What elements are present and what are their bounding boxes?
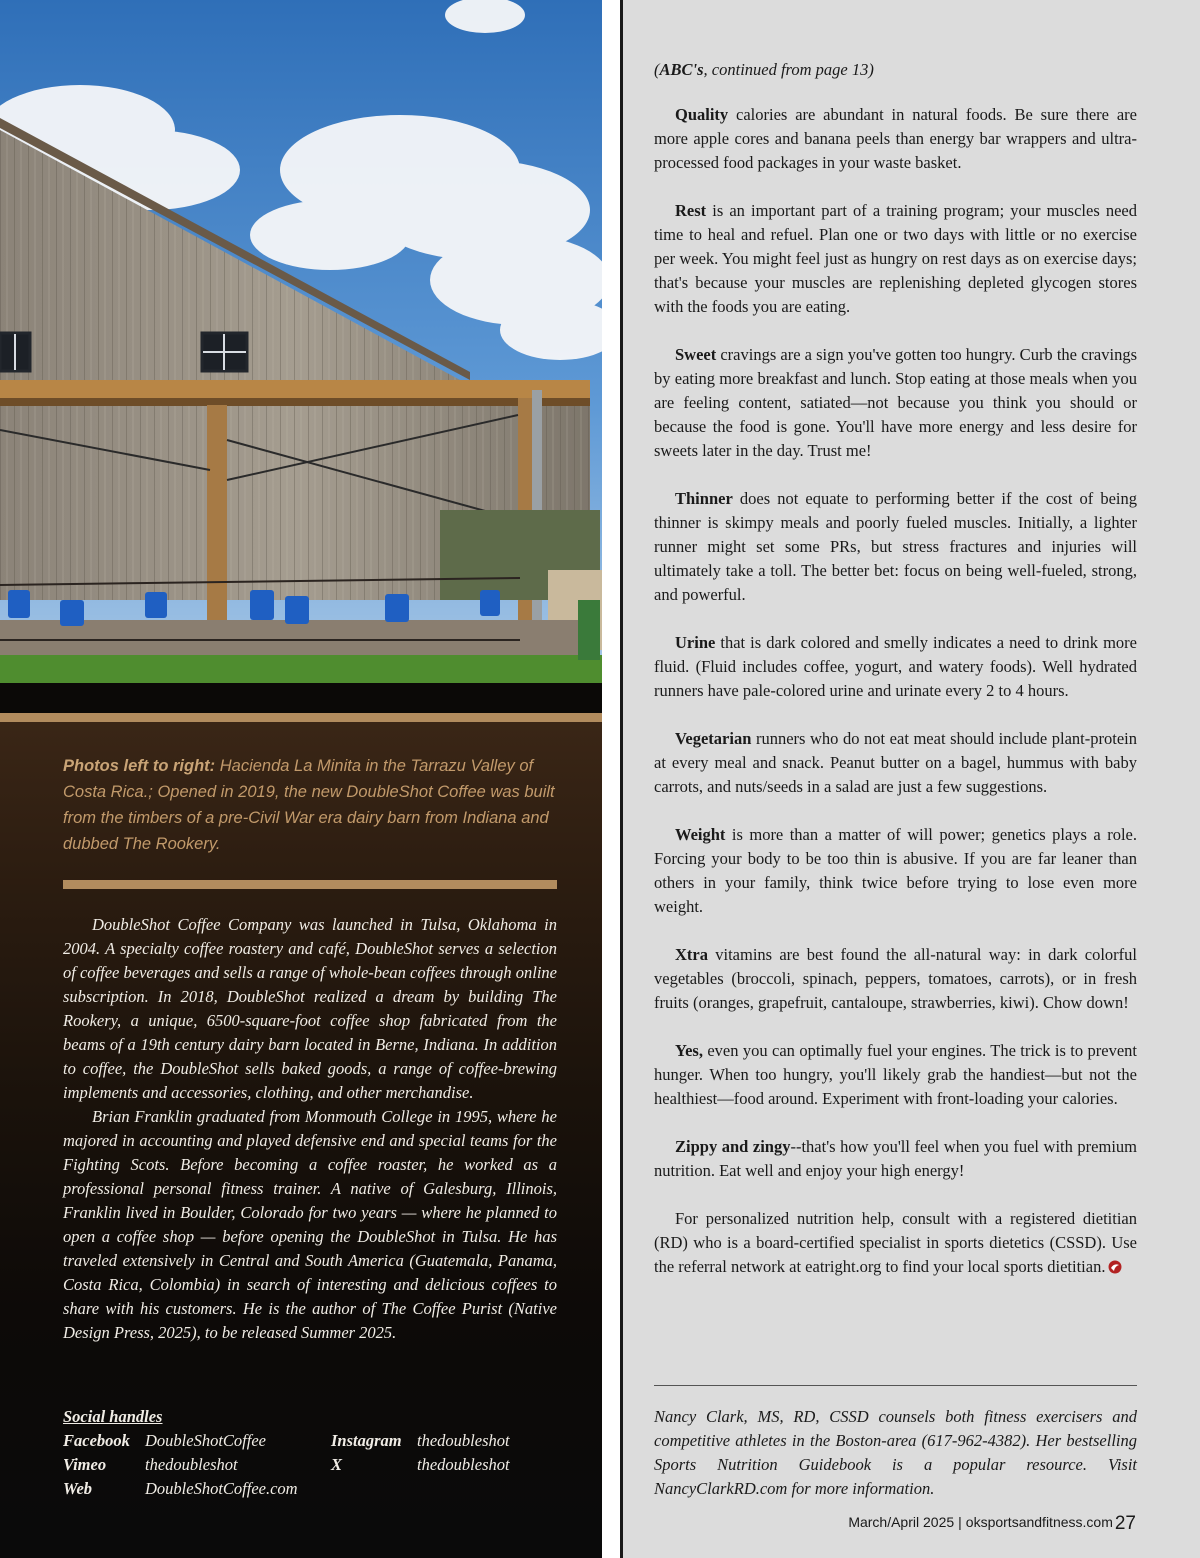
abc-term: Thinner bbox=[675, 489, 733, 508]
abc-text: calories are abundant in natural foods. Be sure there are more apple cores and banana peels than energy bar wrappers and ultra-processed food packages in your waste basket. bbox=[654, 105, 1137, 172]
abc-item bbox=[654, 1039, 1137, 1111]
abc-article bbox=[654, 103, 1137, 1303]
abc-term: Weight bbox=[675, 825, 726, 844]
continued-abc: ABC's bbox=[659, 60, 704, 79]
abc-item bbox=[654, 103, 1137, 175]
issue-date: March/April 2025 bbox=[848, 1514, 955, 1530]
abc-text: is more than a matter of will power; genetics plays a role. Forcing your body to be too thin is abusive. If you are far leaner than others in your family, think twice before trying to lose even more weight. bbox=[654, 825, 1137, 916]
facebook-label: Facebook bbox=[63, 1431, 130, 1450]
abc-term: Zippy and zingy bbox=[675, 1137, 791, 1156]
abc-item bbox=[654, 727, 1137, 799]
abc-item bbox=[654, 1135, 1137, 1183]
accent-band-top bbox=[0, 713, 602, 722]
site-url: oksportsandfitness.com bbox=[965, 1514, 1113, 1530]
author-bio: Nancy Clark, MS, RD, CSSD counsels both fitness exercisers and competitive athletes in the Boston-area (617-962-4382). Her bestselling Sports Nutrition Guidebook is a popular resource. Visit NancyClarkRD.com for more information. bbox=[654, 1407, 1137, 1498]
bio-paragraph: Brian Franklin graduated from Monmouth College in 1995, where he majored in accounting and played defensive end and special teams for the Fighting Scots. Before becoming a coffee roaster, he worked as a professional personal fitness trainer. A native of Galesburg, Illinois, Franklin lived in Boulder, Colorado for two years — where he planned to open a coffee shop — before opening the DoubleShot in Tulsa. He has traveled extensively in Central and South America (Guatemala, Panama, Costa Rica, Colombia) in search of interesting and delicious coffees to share with his customers. He is the author of The Coffee Purist (Native Design Press, 2025), to be released Summer 2025. bbox=[63, 1107, 557, 1342]
abc-item bbox=[654, 823, 1137, 919]
grass bbox=[0, 655, 602, 683]
abc-text: even you can optimally fuel your engines. The trick is to prevent hunger. When too hungry, you'll likely grab the handiest—but not the healthiest—food around. Experiment with front-loading your calories. bbox=[654, 1041, 1137, 1108]
bio-paragraph: DoubleShot Coffee Company was launched in Tulsa, Oklahoma in 2004. A specialty coffee roastery and café, DoubleShot serves a selection of coffee beverages and sells a range of whole-bean coffees through online subscription. In 2018, DoubleShot realized a dream by building The Rookery, a unique, 6500-square-foot coffee shop fabricated from the beams of a 19th century dairy barn located in Berne, Indiana. In addition to coffee, the DoubleShot sells baked goods, a range of coffee-brewing implements and accessories, clothing, and other merchandise. bbox=[63, 915, 557, 1102]
facebook-handle: DoubleShotCoffee bbox=[145, 1431, 266, 1450]
abc-text: that is dark colored and smelly indicates a need to drink more fluid. (Fluid includes coffee, yogurt, and watery foods). Well hydrated runners have pale-colored urine and urinate every 2 to 4 hours. bbox=[654, 633, 1137, 700]
vimeo-label: Vimeo bbox=[63, 1455, 107, 1474]
instagram-handle: thedoubleshot bbox=[417, 1431, 510, 1450]
caption-text: Hacienda La Minita in the Tarrazu Valley of Costa Rica.; Opened in 2019, the new DoubleShot Coffee was built from the timbers of a pre-Civil War era dairy barn from Indiana and dubbed The Rookery. bbox=[63, 757, 555, 853]
rookery-photo bbox=[0, 0, 602, 683]
caption-lead: Photos left to right: bbox=[63, 757, 216, 775]
abc-term: Vegetarian bbox=[675, 729, 752, 748]
continued-open: ( bbox=[654, 60, 660, 79]
page-footer bbox=[848, 1513, 1136, 1535]
author-rule bbox=[654, 1385, 1137, 1386]
page-number: 27 bbox=[1114, 1513, 1136, 1534]
rookery-barn-illustration bbox=[0, 0, 602, 683]
social-handles-title: Social handles bbox=[63, 1407, 163, 1426]
abc-text: runners who do not eat meat should include plant-protein at every meal and snack. Peanut butter on a bagel, hummus with baby carrots, and nuts/seeds in a salad are just a few suggestions. bbox=[654, 729, 1137, 796]
abc-item bbox=[654, 343, 1137, 463]
abc-text: cravings are a sign you've gotten too hungry. Curb the cravings by eating more breakfast and lunch. Stop eating at those meals when you are feeling content, satiated—not because you think you should or because the food is gone. You'll have more energy and less desire for sweets later in the day. Trust me! bbox=[654, 345, 1137, 460]
continued-rest: , continued from page 13) bbox=[703, 60, 874, 79]
social-handles bbox=[63, 1405, 557, 1501]
abc-text: vitamins are best found the all-natural way: in dark colorful vegetables (broccoli, spinach, peppers, tomatoes, carrots), or in fresh fruits (oranges, grapefruit, cantaloupe, strawberries, kiwi). Chow down! bbox=[654, 945, 1137, 1012]
porch-beam bbox=[0, 380, 590, 398]
vimeo-handle: thedoubleshot bbox=[145, 1455, 238, 1474]
instagram-label: Instagram bbox=[331, 1431, 402, 1450]
abc-item bbox=[654, 199, 1137, 319]
abc-text: is an important part of a training program; your muscles need time to heal and refuel. Plan one or two days with little or no exercise per week. You might feel just as hungry on rest days as on exercise days; that's because your muscles are replenishing depleted glycogen stores with the foods you are eating. bbox=[654, 201, 1137, 316]
abc-term: Xtra bbox=[675, 945, 708, 964]
continued-note bbox=[654, 60, 874, 80]
abc-item bbox=[654, 631, 1137, 703]
web-label: Web bbox=[63, 1479, 93, 1498]
abc-text: does not equate to performing better if the cost of being thinner is skimpy meals and poorly fueled muscles. Initially, a lighter runner might set some PRs, but stress fractures and injuries will ultimately take a toll. The better bet: focus on being well-fueled, strong, and powerful. bbox=[654, 489, 1137, 604]
abc-text: --that's how you'll feel when you fuel with premium nutrition. Eat well and enjoy your high energy! bbox=[654, 1137, 1137, 1180]
abc-term: Quality bbox=[675, 105, 729, 124]
doubleshot-bio bbox=[63, 913, 557, 1345]
accent-band-mid bbox=[63, 880, 557, 889]
abc-item bbox=[654, 943, 1137, 1015]
end-mark-icon bbox=[1108, 1260, 1122, 1274]
footer-separator: | bbox=[958, 1514, 962, 1530]
x-handle: thedoubleshot bbox=[417, 1455, 510, 1474]
abc-term: Sweet bbox=[675, 345, 717, 364]
photo-caption bbox=[63, 753, 568, 857]
abc-term: Rest bbox=[675, 201, 707, 220]
closing-text: For personalized nutrition help, consult with a registered dietitian (RD) who is a board-certified specialist in sports dietetics (CSSD). Use the referral network at eatright.org to find your local sports dietitian. bbox=[654, 1209, 1137, 1276]
closing-paragraph bbox=[654, 1207, 1137, 1279]
web-handle: DoubleShotCoffee.com bbox=[145, 1479, 298, 1498]
abc-term: Urine bbox=[675, 633, 716, 652]
x-label: X bbox=[331, 1455, 343, 1474]
abc-term: Yes, bbox=[675, 1041, 703, 1060]
abc-item bbox=[654, 487, 1137, 607]
